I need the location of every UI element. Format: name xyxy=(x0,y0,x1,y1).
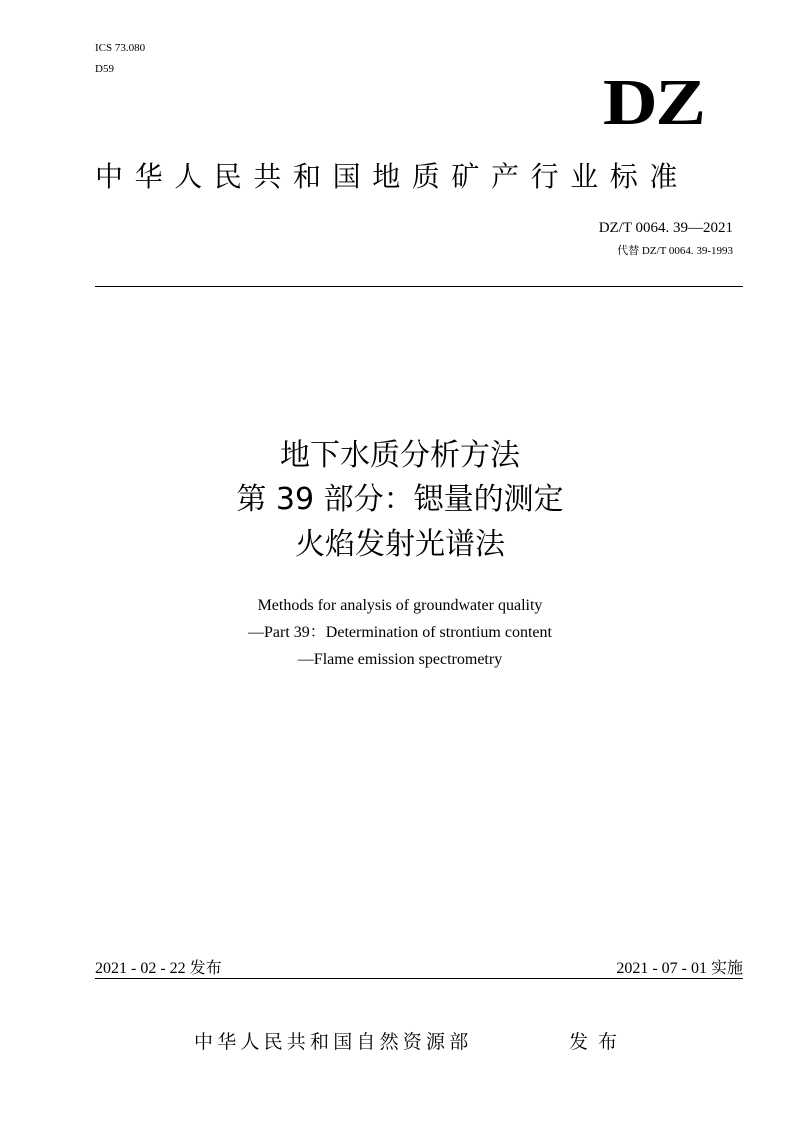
publish-label: 发布 xyxy=(569,1031,628,1053)
english-title-line-2: —Part 39：Determination of strontium content xyxy=(248,624,552,641)
chinese-title-line-1: 地下水质分析方法 xyxy=(280,438,520,473)
chinese-title-line-3: 火焰发射光谱法 xyxy=(295,527,505,562)
replaced-standard: 代替 DZ/T 0064. 39-1993 xyxy=(617,245,733,257)
standard-category-title: 中华人民共和国地质矿产行业标准 xyxy=(95,160,690,193)
dz-logo: DZ xyxy=(603,66,704,139)
footer-divider xyxy=(95,978,743,979)
publisher-name: 中华人民共和国自然资源部 xyxy=(194,1031,473,1053)
ccs-code: D59 xyxy=(95,63,114,75)
ics-code: ICS 73.080 xyxy=(95,42,146,54)
chinese-title-line-2: 第 39 部分：锶量的测定 xyxy=(236,482,564,517)
standard-number: DZ/T 0064. 39—2021 xyxy=(598,220,733,236)
english-title-line-1: Methods for analysis of groundwater quality xyxy=(257,597,543,614)
english-title-line-3: —Flame emission spectrometry xyxy=(297,651,503,668)
header-divider xyxy=(95,286,743,287)
implementation-date: 2021 - 07 - 01 实施 xyxy=(616,960,743,977)
issue-date: 2021 - 02 - 22 发布 xyxy=(95,960,222,977)
